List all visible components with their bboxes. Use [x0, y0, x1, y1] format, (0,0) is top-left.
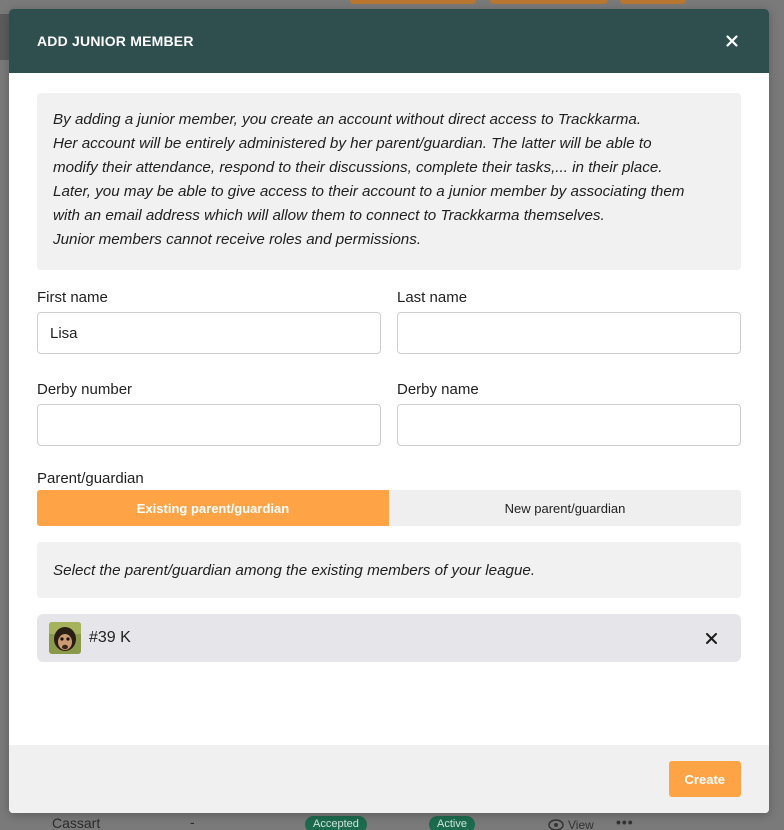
- derby-name-input[interactable]: [397, 404, 741, 446]
- background-button: [350, 0, 476, 4]
- parent-hint: Select the parent/guardian among the existing members of your league.: [37, 542, 741, 598]
- last-name-input[interactable]: [397, 312, 741, 354]
- new-parent-tab[interactable]: New parent/guardian: [504, 500, 626, 516]
- background-view-link: [548, 818, 594, 830]
- last-name-field-group: [397, 288, 741, 354]
- info-line: Later, you may be able to give access to their account to a junior member by associating them: [53, 183, 685, 200]
- info-line: By adding a junior member, you create an account without direct access to Trackkarma.: [53, 111, 642, 128]
- modal-title: ADD JUNIOR MEMBER: [37, 33, 194, 49]
- background-view-label: View: [568, 818, 594, 830]
- derby-number-label: Derby number: [37, 381, 133, 398]
- selected-member-name: #39 K: [89, 629, 131, 646]
- modal-body: [9, 73, 769, 662]
- background-number: -: [190, 814, 195, 830]
- info-line: Her account will be entirely administered by her parent/guardian. The latter will be able to: [53, 135, 652, 152]
- background-active-badge: Active: [429, 816, 475, 830]
- modal-header: [9, 9, 769, 73]
- existing-parent-tab[interactable]: Existing parent/guardian: [37, 490, 389, 526]
- add-junior-member-modal: [9, 9, 769, 813]
- close-icon: [706, 633, 717, 644]
- background-table-row: [0, 812, 784, 830]
- derby-number-input[interactable]: [37, 404, 381, 446]
- background-button: [620, 0, 686, 4]
- derby-number-field-group: [37, 380, 381, 446]
- first-name-input[interactable]: [37, 312, 381, 354]
- derby-name-label: Derby name: [397, 381, 479, 398]
- parent-guardian-label: Parent/guardian: [37, 470, 144, 487]
- close-button[interactable]: [723, 32, 741, 50]
- info-line: with an email address which will allow them to connect to Trackkarma themselves.: [53, 207, 605, 224]
- background-more-icon: •••: [616, 814, 634, 830]
- create-button[interactable]: Create: [669, 761, 741, 797]
- background-button: [490, 0, 608, 4]
- avatar: [49, 622, 81, 654]
- close-icon: [726, 35, 738, 47]
- remove-parent-button[interactable]: [703, 630, 719, 646]
- info-line: modify their attendance, respond to their discussions, complete their tasks,... in their place.: [53, 159, 663, 176]
- info-line: Junior members cannot receive roles and permissions.: [53, 231, 422, 248]
- first-name-field-group: [37, 288, 381, 354]
- background-member-name: Cassart: [52, 815, 101, 830]
- selected-parent-chip: [37, 614, 741, 662]
- first-name-label: First name: [37, 289, 108, 306]
- derby-name-field-group: [397, 380, 741, 446]
- parent-guardian-toggle: [37, 490, 741, 526]
- member-avatar-image: [49, 622, 81, 654]
- member-form: [37, 288, 741, 472]
- eye-icon: [548, 819, 564, 830]
- background-status-badge: Accepted: [305, 816, 367, 830]
- last-name-label: Last name: [397, 289, 468, 306]
- info-box: [37, 93, 741, 270]
- modal-footer: [9, 745, 769, 813]
- background-sidebar: [0, 14, 9, 60]
